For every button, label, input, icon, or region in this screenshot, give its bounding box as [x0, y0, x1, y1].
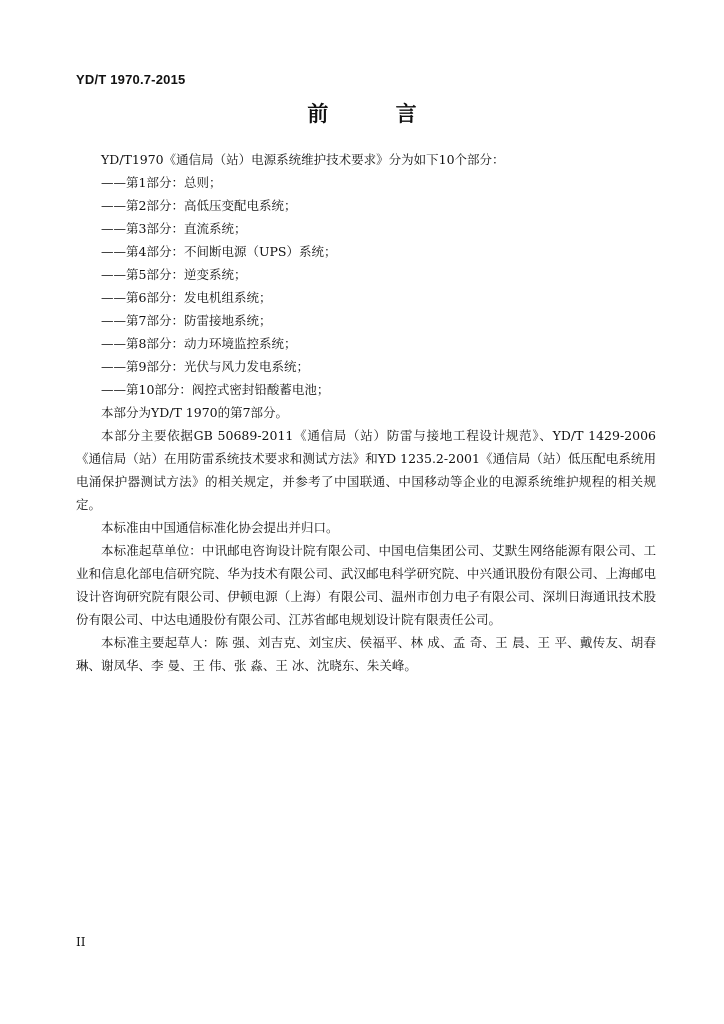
- page-number: II: [76, 935, 86, 949]
- part-item-6: ——第6部分：发电机组系统；: [101, 290, 272, 305]
- part-item-7: ——第7部分：防雷接地系统；: [101, 313, 272, 328]
- part-item-10: ——第10部分：阀控式密封铅酸蓄电池；: [101, 382, 330, 397]
- part-item-9: ——第9部分：光伏与风力发电系统；: [101, 359, 309, 374]
- drafters-paragraph: 本标准主要起草人：陈 强、刘吉克、刘宝庆、侯福平、林 成、孟 奇、王 晨、王 平、戴传友、胡春琳、谢凤华、李 曼、王 伟、张 淼、王 冰、沈晓东、朱关峰。: [76, 635, 656, 673]
- page-title: 前 言: [307, 101, 447, 126]
- parts-list: [76, 171, 656, 401]
- part-item-5: ——第5部分：逆变系统；: [101, 267, 247, 282]
- part-item-8: ——第8部分：动力环境监控系统；: [101, 336, 297, 351]
- body-text: [76, 148, 656, 677]
- drafting-units-paragraph: 本标准起草单位：中讯邮电咨询设计院有限公司、中国电信集团公司、艾默生网络能源有限公司、工业和信息化部电信研究院、华为技术有限公司、武汉邮电科学研究院、中兴通讯股份有限公司、上海邮电设计咨询研究院有限公司、伊顿电源（上海）有限公司、温州市创力电子有限公司、深圳日海通讯技术股份有限公司、中达电通股份有限公司、江苏省邮电规划设计院有限责任公司。: [76, 543, 656, 627]
- intro-paragraph: YD/T1970《通信局（站）电源系统维护技术要求》分为如下10个部分：: [101, 152, 505, 167]
- basis-paragraph: 本部分主要依据GB 50689-2011《通信局（站）防雷与接地工程设计规范》、YD/T 1429-2006《通信局（站）在用防雷系统技术要求和测试方法》和YD 1235.2-2001《通信局（站）低压配电系统用电涌保护器测试方法》的相关规定，并参考了中国联通、中国移动等企业的电源系统维护规程的相关规定。: [76, 428, 656, 512]
- part-item-4: ——第4部分：不间断电源（UPS）系统；: [101, 244, 337, 259]
- part-item-3: ——第3部分：直流系统；: [101, 221, 247, 236]
- this-part-paragraph: 本部分为YD/T 1970的第7部分。: [101, 405, 289, 420]
- part-item-1: ——第1部分：总则；: [101, 175, 222, 190]
- standard-code: YD/T 1970.7-2015: [76, 72, 186, 87]
- proposer-paragraph: 本标准由中国通信标准化协会提出并归口。: [101, 520, 339, 535]
- part-item-2: ——第2部分：高低压变配电系统；: [101, 198, 297, 213]
